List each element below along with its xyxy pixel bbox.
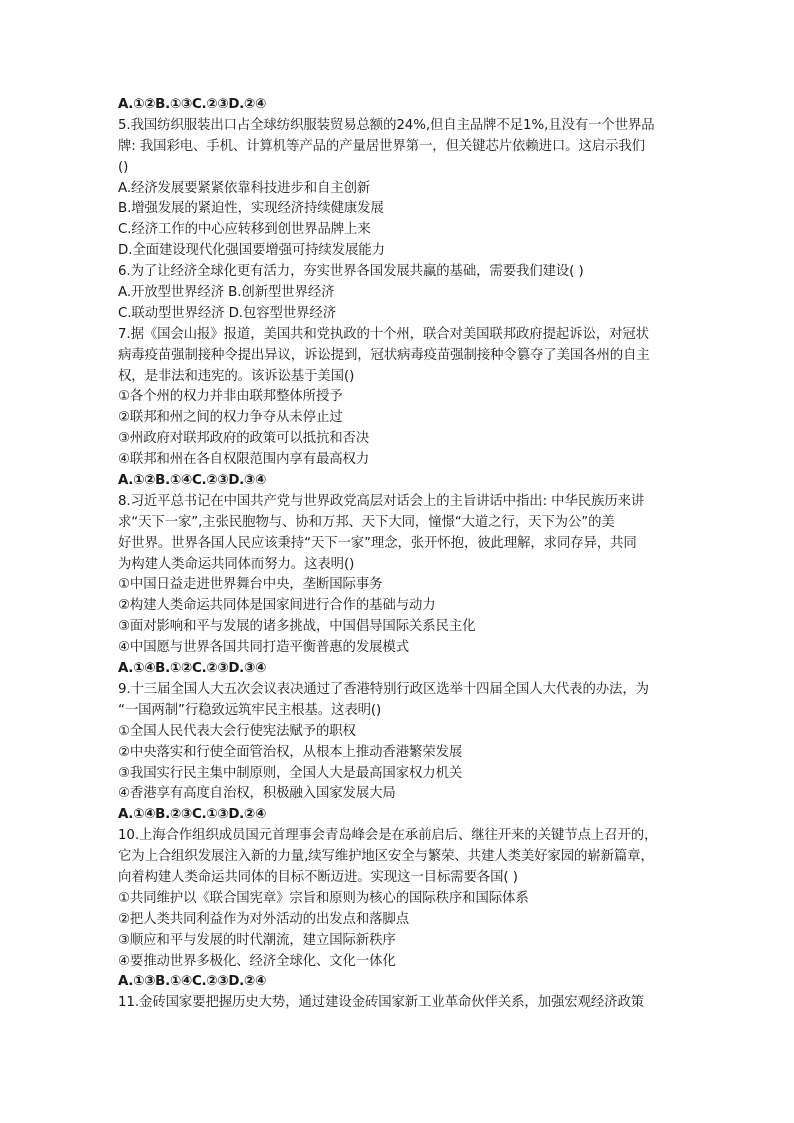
question-8-item-4: ④中国愿与世界各国共同打造平衡普惠的发展模式 [118,640,410,656]
question-8-stem-cont: 求“天下一家”,主张民胞物与、协和万邦、天下大同，憧憬“大道之行，天下为公”的美 [118,514,615,530]
question-8-stem-cont-2: 好世界。世界各国人民应该秉持“天下一家”理念，张开怀抱，彼此理解，求同存异，共同 [118,535,637,551]
question-8-stem-end: 为构建人类命运共同体而努力。这表明() [118,556,355,572]
question-7-item-3: ③州政府对联邦政府的政策可以抵抗和否决 [118,431,370,447]
question-9-item-2: ②中央落实和行使全面管治权，从根本上推动香港繁荣发展 [118,744,463,760]
question-5-option-c: C.经济工作的中心应转移到创世界品牌上来 [118,222,371,238]
question-7-item-2: ②联邦和州之间的权力争夺从未停止过 [118,410,343,426]
question-7-item-4: ④联邦和州在各自权限范围内享有最高权力 [118,452,370,468]
question-9-item-3: ③我国实行民主集中制原则，全国人大是最高国家权力机关 [118,765,463,781]
question-8-stem: 8.习近平总书记在中国共产党与世界政党高层对话会上的主旨讲话中指出: 中华民族历来讲 [118,493,645,509]
question-9-item-4: ④香港享有高度自治权，积极融入国家发展大局 [118,786,396,802]
question-5-option-a: A.经济发展要紧紧依靠科技进步和自主创新 [118,180,371,196]
question-7-stem-end: 权，是非法和违宪的。该诉讼基于美国() [118,368,355,384]
question-10-item-3: ③顺应和平与发展的时代潮流，建立国际新秩序 [118,932,396,948]
answer-options-q10: A.①③B.①④C.②③D.②④ [118,974,267,990]
question-10-stem-end: 向着构建人类命运共同体的目标不断迈进。实现这一目标需要各国( ) [118,869,518,885]
question-5-option-b: B.增强发展的紧迫性，实现经济持续健康发展 [118,201,384,217]
answer-options-q9: A.①④B.②③C.①③D.②④ [118,807,267,823]
exam-page [118,95,678,1014]
question-10-stem: 10.上海合作组织成员国元首理事会青岛峰会是在承前启后、继往开来的关键节点上召开的， [118,828,658,844]
question-8-item-3: ③面对影响和平与发展的诸多挑战，中国倡导国际关系民主化 [118,619,476,635]
answer-options-q4: A.①②B.①③C.②③D.②④ [118,97,267,112]
question-10-item-2: ②把人类共同利益作为对外活动的出发点和落脚点 [118,911,410,927]
question-10-item-4: ④要推动世界多极化、经济全球化、文化一体化 [118,953,396,969]
answer-options-q8: A.①④B.①②C.②③D.③④ [118,661,267,677]
question-5-option-d: D.全面建设现代化强国要增强可持续发展能力 [118,243,385,259]
question-7-item-1: ①各个州的权力并非由联邦整体所授予 [118,389,343,405]
question-7-stem: 7.据《国会山报》报道，美国共和党执政的十个州，联合对美国联邦政府提起诉讼，对冠状 [118,326,649,342]
question-8-item-1: ①中国日益走进世界舞台中央，垄断国际事务 [118,577,383,593]
question-9-stem-end: “一国两制”行稳致远筑牢民主根基。这表明() [118,702,382,718]
question-6-options-ab: A.开放型世界经济 B.创新型世界经济 [118,285,335,301]
question-9-stem: 9.十三届全国人大五次会议表决通过了香港特别行政区选举十四届全国人大代表的办法，为 [118,681,649,697]
question-5-stem: 5.我国纺织服装出口占全球纺织服装贸易总额的24%,但自主品牌不足1%,且没有一个世界品 [118,117,655,133]
question-5-stem-cont: 牌: 我国彩电、手机、计算机等产品的产量居世界第一，但关键芯片依赖进口。这启示我们 [118,138,645,154]
question-10-stem-cont: 它为上合组织发展注入新的力量,续写维护地区安全与繁荣、共建人类美好家园的崭新篇章， [118,849,654,865]
question-5-blank: () [118,159,129,175]
question-9-item-1: ①全国人民代表大会行使宪法赋予的职权 [118,723,356,739]
question-8-item-2: ②构建人类命运共同体是国家间进行合作的基础与动力 [118,598,436,614]
question-6-stem: 6.为了让经济全球化更有活力，夯实世界各国发展共赢的基础，需要我们建设( ) [118,264,584,280]
answer-options-q7: A.①②B.①④C.②③D.③④ [118,473,267,489]
question-11-stem: 11.金砖国家要把握历史大势，通过建设金砖国家新工业革命伙伴关系，加强宏观经济政策 [118,995,645,1011]
question-10-item-1: ①共同维护以《联合国宪章》宗旨和原则为核心的国际秩序和国际体系 [118,890,529,906]
question-7-stem-cont: 病毒疫苗强制接种令提出异议，诉讼提到，冠状病毒疫苗强制接种令篡夺了美国各州的自主 [118,347,650,363]
question-6-options-cd: C.联动型世界经济 D.包容型世界经济 [118,305,336,321]
